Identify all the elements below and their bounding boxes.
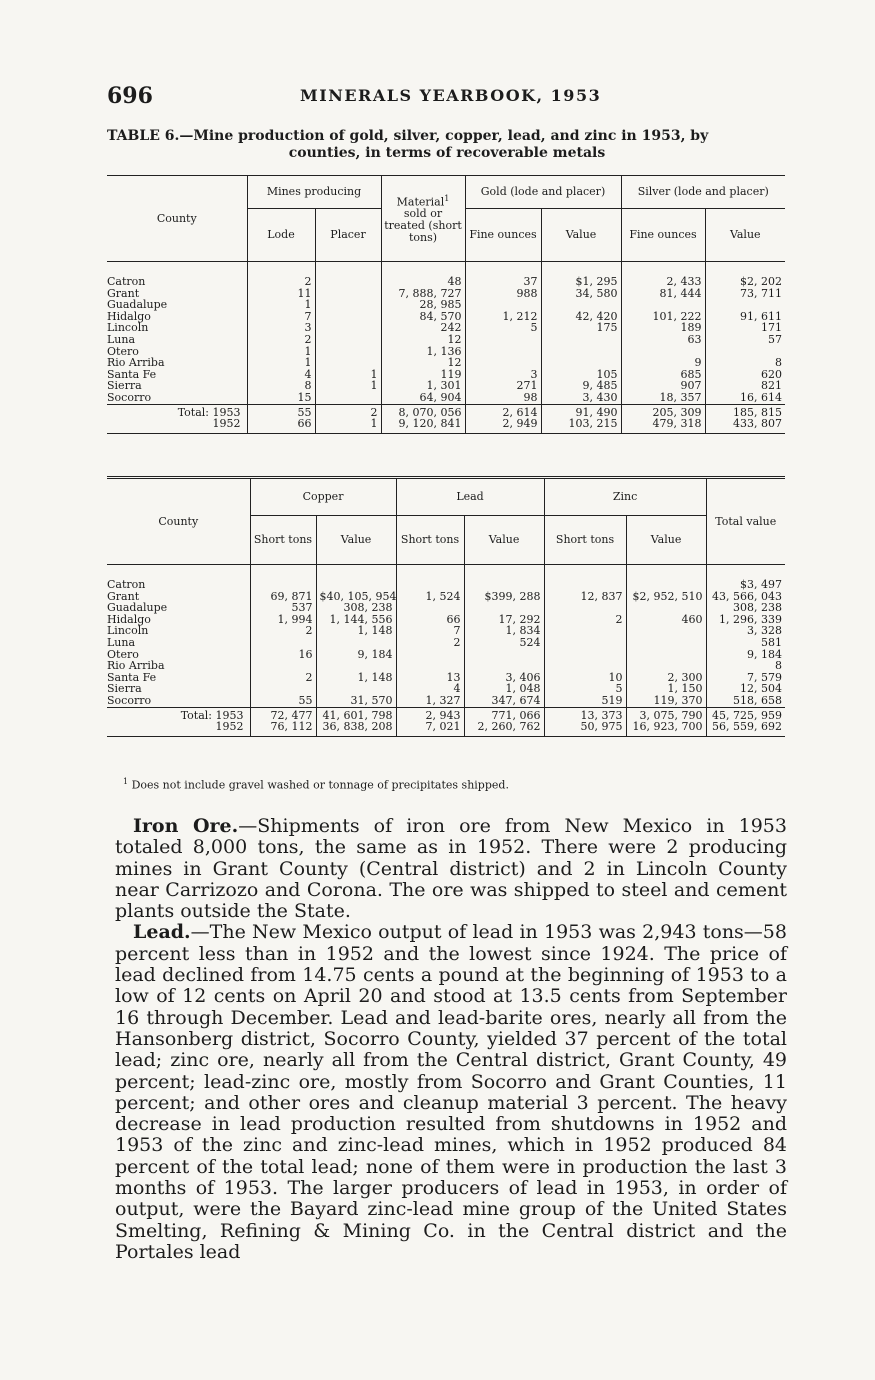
cell-silver-ounces: 81, 444 — [621, 288, 705, 300]
total-gold-ounces: 2, 614 — [465, 404, 541, 418]
body-text — [115, 816, 787, 1263]
header-material-label: Material — [396, 195, 445, 209]
cell-silver-ounces: 2, 433 — [621, 276, 705, 288]
total-gold-value: 103, 215 — [541, 418, 621, 433]
cell-lead-value: 347, 674 — [464, 695, 544, 707]
county-name: Santa Fe — [107, 369, 247, 381]
footnote — [123, 777, 509, 792]
cell-silver-ounces: 907 — [621, 380, 705, 392]
cell-gold-ounces: 98 — [465, 392, 541, 404]
cell-silver-ounces: 685 — [621, 369, 705, 381]
total-zinc-value: 16, 923, 700 — [626, 721, 706, 736]
cell-zinc-value — [626, 637, 706, 649]
cell-silver-ounces — [621, 346, 705, 358]
table-row — [107, 660, 785, 672]
cell-zinc-tons: 10 — [544, 672, 626, 684]
cell-lode: 2 — [247, 334, 315, 346]
county-name: Otero — [107, 649, 250, 661]
county-name: Sierra — [107, 683, 250, 695]
header-total-value: Total value — [706, 478, 785, 565]
cell-lead-value: 17, 292 — [464, 614, 544, 626]
cell-lead-tons: 66 — [396, 614, 464, 626]
cell-copper-tons — [250, 637, 316, 649]
cell-copper-tons: 69, 871 — [250, 591, 316, 603]
cell-zinc-value — [626, 625, 706, 637]
cell-lead-value: 3, 406 — [464, 672, 544, 684]
cell-material: 7, 888, 727 — [381, 288, 465, 300]
county-name: Grant — [107, 288, 247, 300]
production-table-gold-silver — [107, 175, 785, 434]
cell-copper-value: 1, 148 — [316, 672, 396, 684]
header-gold-fine-ounces: Fine ounces — [465, 209, 541, 262]
cell-gold-ounces: 37 — [465, 276, 541, 288]
county-name: Socorro — [107, 695, 250, 707]
total-copper-value: 41, 601, 798 — [316, 707, 396, 721]
total-row-1953 — [107, 707, 785, 721]
cell-total-value: $3, 497 — [706, 579, 785, 591]
county-name: Guadalupe — [107, 299, 247, 311]
header-mines-producing: Mines producing — [247, 176, 381, 209]
total-label: 1952 — [107, 418, 247, 433]
table-title-line-1: TABLE 6.—Mine production of gold, silver, copper, lead, and zinc in 1953, by — [107, 128, 709, 144]
cell-placer — [315, 288, 381, 300]
cell-zinc-tons: 2 — [544, 614, 626, 626]
cell-lode: 11 — [247, 288, 315, 300]
cell-gold-value — [541, 346, 621, 358]
header-material: Material$^1$ sold or treated (short tons) — [381, 176, 465, 262]
cell-copper-tons: 16 — [250, 649, 316, 661]
table-row — [107, 591, 785, 603]
cell-copper-value — [316, 579, 396, 591]
cell-lead-value — [464, 649, 544, 661]
cell-zinc-value — [626, 649, 706, 661]
cell-lode: 3 — [247, 322, 315, 334]
header-county: County — [107, 478, 250, 565]
cell-silver-value: 16, 614 — [705, 392, 785, 404]
cell-silver-value — [705, 346, 785, 358]
total-lead-value: 2, 260, 762 — [464, 721, 544, 736]
total-copper-tons: 76, 112 — [250, 721, 316, 736]
cell-zinc-value — [626, 660, 706, 672]
cell-copper-value: 1, 148 — [316, 625, 396, 637]
header-county: County — [107, 176, 247, 262]
cell-lead-tons — [396, 649, 464, 661]
total-zinc-tons: 50, 975 — [544, 721, 626, 736]
header-silver: Silver (lode and placer) — [621, 176, 785, 209]
cell-copper-value: $40, 105, 954 — [316, 591, 396, 603]
cell-lead-tons: 2 — [396, 637, 464, 649]
cell-material: 119 — [381, 369, 465, 381]
cell-lode: 8 — [247, 380, 315, 392]
county-name: Guadalupe — [107, 602, 250, 614]
total-gold-ounces: 2, 949 — [465, 418, 541, 433]
cell-gold-value: 42, 420 — [541, 311, 621, 323]
county-name: Luna — [107, 637, 250, 649]
cell-total-value: 7, 579 — [706, 672, 785, 684]
cell-lode: 7 — [247, 311, 315, 323]
paragraph-text: —Shipments of iron ore from New Mexico in 1953 totaled 8,000 tons, the same as in 1952. There were 2 producing mines in Grant County (Central district) and 2 in Lincoln County near Carrizozo and Corona. The ore was shipped to steel and cement plants outside the State. — [115, 815, 787, 923]
cell-gold-ounces: 5 — [465, 322, 541, 334]
header-zinc-short-tons: Short tons — [544, 516, 626, 565]
cell-gold-value: 34, 580 — [541, 288, 621, 300]
cell-silver-value: 91, 611 — [705, 311, 785, 323]
cell-lead-tons — [396, 660, 464, 672]
header-gold: Gold (lode and placer) — [465, 176, 621, 209]
cell-silver-ounces: 101, 222 — [621, 311, 705, 323]
cell-gold-ounces — [465, 346, 541, 358]
cell-placer — [315, 346, 381, 358]
table-row — [107, 392, 785, 404]
header-placer: Placer — [315, 209, 381, 262]
cell-copper-tons: 2 — [250, 672, 316, 684]
cell-gold-ounces — [465, 357, 541, 369]
total-label: Total: 1953 — [107, 404, 247, 418]
cell-gold-value: 3, 430 — [541, 392, 621, 404]
total-zinc-value: 3, 075, 790 — [626, 707, 706, 721]
paragraph-iron-ore — [115, 816, 787, 922]
cell-silver-ounces: 189 — [621, 322, 705, 334]
cell-lead-value: $399, 288 — [464, 591, 544, 603]
cell-zinc-value: 119, 370 — [626, 695, 706, 707]
cell-copper-tons: 2 — [250, 625, 316, 637]
cell-gold-ounces: 988 — [465, 288, 541, 300]
total-value: 45, 725, 959 — [706, 707, 785, 721]
header-lode: Lode — [247, 209, 315, 262]
cell-zinc-tons — [544, 579, 626, 591]
table-title-line-2: counties, in terms of recoverable metals — [288, 145, 606, 161]
cell-total-value: 8 — [706, 660, 785, 672]
cell-zinc-value — [626, 579, 706, 591]
cell-gold-value: $1, 295 — [541, 276, 621, 288]
footnote-text: Does not include gravel washed or tonnage of precipitates shipped. — [131, 778, 509, 792]
cell-silver-value: 821 — [705, 380, 785, 392]
paragraph-lead — [115, 922, 787, 1263]
cell-silver-ounces: 18, 357 — [621, 392, 705, 404]
county-name: Luna — [107, 334, 247, 346]
header-zinc: Zinc — [544, 478, 706, 516]
table-row — [107, 346, 785, 358]
cell-gold-ounces: 271 — [465, 380, 541, 392]
cell-lode: 15 — [247, 392, 315, 404]
header-silver-value: Value — [705, 209, 785, 262]
table-row — [107, 357, 785, 369]
table-row — [107, 625, 785, 637]
cell-silver-value: 620 — [705, 369, 785, 381]
running-head: MINERALS YEARBOOK, 1953 — [300, 86, 602, 105]
paragraph-text: —The New Mexico output of lead in 1953 was 2,943 tons—58 percent less than in 1952 and the lowest since 1924. The price of lead declined from 14.75 cents a pound at the beginning of 1953 to a low of 12 cents on April 20 and stood at 13.5 cents from September 16 through December. Lead and lead-barite ores, nearly all from the Hansonberg district, Socorro County, yielded 37 percent of the total lead; zinc ore, nearly all from the Central district, Grant County, 49 percent; lead-zinc ore, mostly from Socorro and Grant Counties, 11 percent; and other ores and cleanup material 3 percent. The heavy decrease in lead production resulted from shutdowns in 1952 and 1953 of the zinc and zinc-lead mines, which in 1952 produced 84 percent of the total lead; none of them were in production the last 3 months of 1953. The larger producers of lead in 1953, in order of output, were the Bayard zinc-lead mine group of the United States Smelting, Refining & Mining Co. in the Central district and the Portales lead — [115, 921, 787, 1263]
cell-lode: 2 — [247, 276, 315, 288]
cell-lead-value: 1, 834 — [464, 625, 544, 637]
cell-lode: 1 — [247, 346, 315, 358]
cell-placer — [315, 392, 381, 404]
total-lead-tons: 7, 021 — [396, 721, 464, 736]
cell-lode: 1 — [247, 299, 315, 311]
total-lode: 66 — [247, 418, 315, 433]
table-row — [107, 276, 785, 288]
county-name: Grant — [107, 591, 250, 603]
total-lead-value: 771, 066 — [464, 707, 544, 721]
total-zinc-tons: 13, 373 — [544, 707, 626, 721]
cell-lead-value — [464, 660, 544, 672]
header-lead: Lead — [396, 478, 544, 516]
cell-copper-value — [316, 660, 396, 672]
county-name: Santa Fe — [107, 672, 250, 684]
header-copper-value: Value — [316, 516, 396, 565]
cell-material: 84, 570 — [381, 311, 465, 323]
cell-silver-value: 8 — [705, 357, 785, 369]
cell-total-value: 9, 184 — [706, 649, 785, 661]
total-row-1952 — [107, 721, 785, 736]
cell-total-value: 43, 566, 043 — [706, 591, 785, 603]
cell-total-value: 1, 296, 339 — [706, 614, 785, 626]
cell-copper-value: 31, 570 — [316, 695, 396, 707]
page-number: 696 — [107, 83, 153, 109]
cell-lead-value: 1, 048 — [464, 683, 544, 695]
cell-zinc-tons: 5 — [544, 683, 626, 695]
cell-gold-value: 175 — [541, 322, 621, 334]
header-gold-value: Value — [541, 209, 621, 262]
cell-total-value: 581 — [706, 637, 785, 649]
cell-gold-value — [541, 334, 621, 346]
cell-gold-ounces — [465, 334, 541, 346]
cell-copper-tons — [250, 579, 316, 591]
table-row — [107, 322, 785, 334]
total-silver-value: 185, 815 — [705, 404, 785, 418]
total-placer: 2 — [315, 404, 381, 418]
cell-lead-tons: 7 — [396, 625, 464, 637]
cell-lead-tons — [396, 579, 464, 591]
cell-lead-value: 524 — [464, 637, 544, 649]
table-row — [107, 637, 785, 649]
cell-zinc-value: 1, 150 — [626, 683, 706, 695]
cell-zinc-tons — [544, 625, 626, 637]
cell-zinc-tons: 519 — [544, 695, 626, 707]
county-name: Sierra — [107, 380, 247, 392]
table-row — [107, 649, 785, 661]
total-row-1952 — [107, 418, 785, 433]
cell-silver-ounces: 63 — [621, 334, 705, 346]
total-label: Total: 1953 — [107, 707, 250, 721]
cell-zinc-tons — [544, 637, 626, 649]
table-row — [107, 579, 785, 591]
county-name: Catron — [107, 276, 247, 288]
total-value: 56, 559, 692 — [706, 721, 785, 736]
cell-copper-tons: 1, 994 — [250, 614, 316, 626]
county-name: Lincoln — [107, 322, 247, 334]
total-placer: 1 — [315, 418, 381, 433]
county-name: Lincoln — [107, 625, 250, 637]
total-gold-value: 91, 490 — [541, 404, 621, 418]
total-silver-ounces: 205, 309 — [621, 404, 705, 418]
header-lead-value: Value — [464, 516, 544, 565]
cell-placer — [315, 276, 381, 288]
cell-material: 64, 904 — [381, 392, 465, 404]
cell-copper-value: 9, 184 — [316, 649, 396, 661]
county-name: Rio Arriba — [107, 357, 247, 369]
header-lead-short-tons: Short tons — [396, 516, 464, 565]
cell-lead-tons: 1, 327 — [396, 695, 464, 707]
production-table-copper-lead-zinc — [107, 476, 785, 737]
cell-total-value: 518, 658 — [706, 695, 785, 707]
cell-copper-value — [316, 637, 396, 649]
county-name: Catron — [107, 579, 250, 591]
cell-lead-tons: 13 — [396, 672, 464, 684]
cell-placer: 1 — [315, 380, 381, 392]
cell-silver-value: 57 — [705, 334, 785, 346]
cell-gold-ounces: 1, 212 — [465, 311, 541, 323]
cell-total-value: 308, 238 — [706, 602, 785, 614]
cell-zinc-tons: 12, 837 — [544, 591, 626, 603]
cell-copper-tons: 537 — [250, 602, 316, 614]
cell-total-value: 12, 504 — [706, 683, 785, 695]
cell-silver-value: $2, 202 — [705, 276, 785, 288]
cell-copper-value: 308, 238 — [316, 602, 396, 614]
cell-placer — [315, 334, 381, 346]
cell-copper-value: 1, 144, 556 — [316, 614, 396, 626]
header-silver-fine-ounces: Fine ounces — [621, 209, 705, 262]
cell-gold-ounces: 3 — [465, 369, 541, 381]
county-name: Otero — [107, 346, 247, 358]
total-lead-tons: 2, 943 — [396, 707, 464, 721]
footnote-marker: 1 — [123, 777, 129, 786]
county-name: Socorro — [107, 392, 247, 404]
cell-material: 1, 301 — [381, 380, 465, 392]
cell-gold-value: 9, 485 — [541, 380, 621, 392]
cell-total-value: 3, 328 — [706, 625, 785, 637]
header-zinc-value: Value — [626, 516, 706, 565]
runin-heading-iron-ore: Iron Ore. — [133, 815, 239, 837]
cell-lode: 1 — [247, 357, 315, 369]
cell-gold-value: 105 — [541, 369, 621, 381]
total-silver-ounces: 479, 318 — [621, 418, 705, 433]
total-row-1953 — [107, 404, 785, 418]
cell-zinc-value: 2, 300 — [626, 672, 706, 684]
total-silver-value: 433, 807 — [705, 418, 785, 433]
cell-zinc-value: $2, 952, 510 — [626, 591, 706, 603]
total-copper-tons: 72, 477 — [250, 707, 316, 721]
cell-placer — [315, 322, 381, 334]
cell-silver-value: 73, 711 — [705, 288, 785, 300]
cell-lead-value — [464, 579, 544, 591]
cell-placer — [315, 357, 381, 369]
county-name: Rio Arriba — [107, 660, 250, 672]
cell-placer — [315, 311, 381, 323]
cell-placer: 1 — [315, 369, 381, 381]
cell-zinc-tons — [544, 602, 626, 614]
cell-material: 1, 136 — [381, 346, 465, 358]
cell-zinc-value: 460 — [626, 614, 706, 626]
table-row — [107, 695, 785, 707]
cell-zinc-tons — [544, 649, 626, 661]
header-copper: Copper — [250, 478, 396, 516]
cell-material: 28, 985 — [381, 299, 465, 311]
total-label: 1952 — [107, 721, 250, 736]
cell-material: 12 — [381, 334, 465, 346]
total-material: 9, 120, 841 — [381, 418, 465, 433]
cell-copper-tons — [250, 660, 316, 672]
header-material-rest: sold or treated (short tons) — [384, 207, 462, 245]
total-material: 8, 070, 056 — [381, 404, 465, 418]
cell-lead-tons: 4 — [396, 683, 464, 695]
total-lode: 55 — [247, 404, 315, 418]
total-copper-value: 36, 838, 208 — [316, 721, 396, 736]
table-title — [107, 128, 787, 162]
cell-placer — [315, 299, 381, 311]
county-name: Hidalgo — [107, 311, 247, 323]
runin-heading-lead: Lead. — [133, 921, 191, 944]
cell-zinc-tons — [544, 660, 626, 672]
table-row — [107, 614, 785, 626]
cell-gold-value — [541, 357, 621, 369]
cell-lode: 4 — [247, 369, 315, 381]
cell-copper-tons: 55 — [250, 695, 316, 707]
table-row — [107, 334, 785, 346]
cell-material: 242 — [381, 322, 465, 334]
cell-silver-value: 171 — [705, 322, 785, 334]
cell-lead-tons: 1, 524 — [396, 591, 464, 603]
cell-material: 12 — [381, 357, 465, 369]
header-copper-short-tons: Short tons — [250, 516, 316, 565]
county-name: Hidalgo — [107, 614, 250, 626]
cell-material: 48 — [381, 276, 465, 288]
cell-silver-ounces: 9 — [621, 357, 705, 369]
